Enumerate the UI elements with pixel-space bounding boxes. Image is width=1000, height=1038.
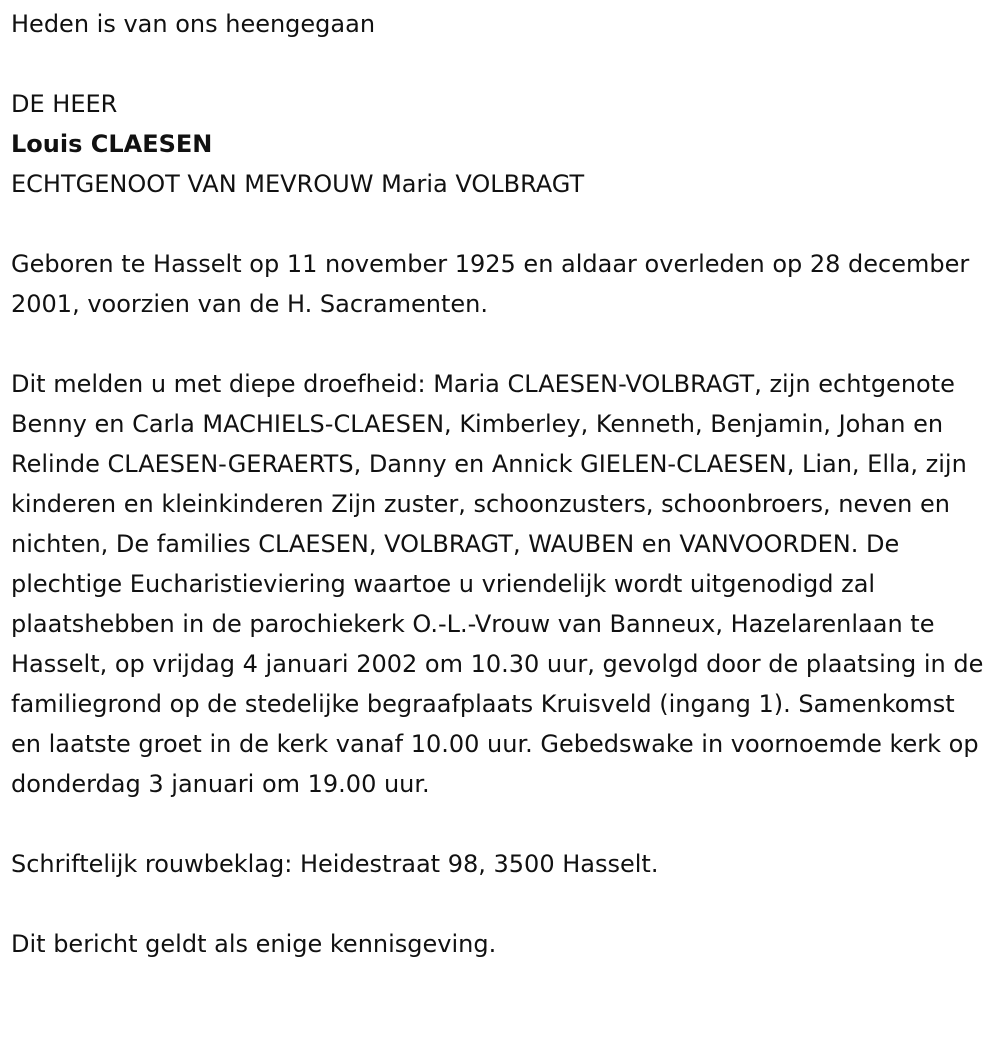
condolence-address: Schriftelijk rouwbeklag: Heidestraat 98, 3500 Hasselt.	[11, 850, 659, 878]
spacer	[11, 884, 1000, 924]
spouse-line: ECHTGENOOT VAN MEVROUW Maria VOLBRAGT	[11, 170, 585, 198]
spacer	[11, 804, 1000, 844]
spacer	[11, 324, 1000, 364]
closing-line: Dit bericht geldt als enige kennisgeving.	[11, 930, 497, 958]
announcement-paragraph: Dit melden u met diepe droefheid: Maria CLAESEN-VOLBRAGT, zijn echtgenote Benny en Carla MACHIELS-CLAESEN, Kimberley, Kenneth, Benjamin, Johan en Relinde CLAESEN-GERAERTS, Danny en Annick GIELEN-CLAESEN, Lian, Ella, zijn kinderen en kleinkinderen Zijn zuster, schoonzusters, schoonbroers, neven en nichten, De families CLAESEN, VOLBRAGT, WAUBEN en VANVOORDEN. De plechtige Eucharistieviering waartoe u vriendelijk wordt uitgenodigd zal plaatshebben in de parochiekerk O.-L.-Vrouw van Banneux, Hazelarenlaan te Hasselt, op vrijdag 4 januari 2002 om 10.30 uur, gevolgd door de plaatsing in de familiegrond op de stedelijke begraafplaats Kruisveld (ingang 1). Samenkomst en laatste groet in de kerk vanaf 10.00 uur. Gebedswake in voornoemde kerk op donderdag 3 januari om 19.00 uur.	[11, 370, 984, 798]
birth-death-paragraph: Geboren te Hasselt op 11 november 1925 en aldaar overleden op 28 december 2001, voorzien van de H. Sacramenten.	[11, 250, 970, 318]
spacer	[11, 44, 1000, 84]
title-prefix: DE HEER	[11, 90, 118, 118]
spacer	[11, 204, 1000, 244]
deceased-name: Louis CLAESEN	[11, 130, 213, 158]
intro-line: Heden is van ons heengegaan	[11, 10, 376, 38]
